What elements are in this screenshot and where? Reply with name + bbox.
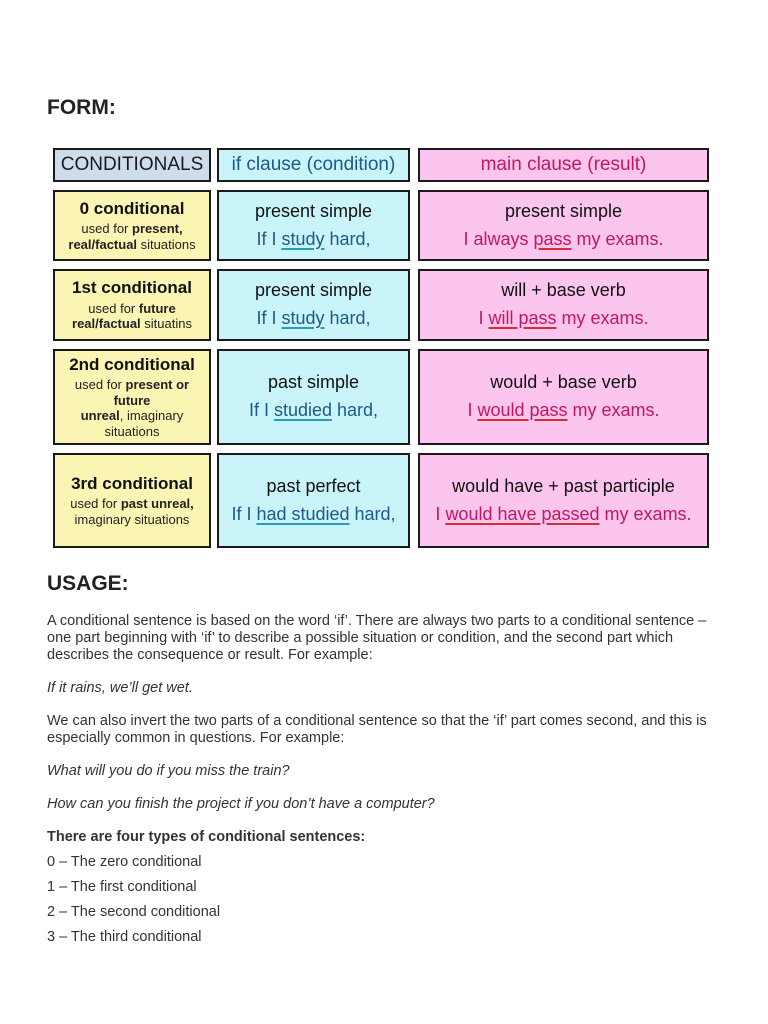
main-clause-form: will + base verb	[501, 280, 626, 301]
if-clause-example: If I study hard,	[256, 228, 371, 249]
type-item-third: 3 – The third conditional	[47, 929, 202, 945]
conditional-description-line: imaginary situations	[74, 511, 190, 527]
conditional-description-line: situations	[104, 423, 160, 439]
main-clause-example: I would pass my exams.	[467, 400, 660, 420]
if-clause-example: If I study hard,	[256, 308, 371, 328]
header-main-clause-label: main clause (result)	[480, 153, 647, 175]
form-heading: FORM:	[47, 96, 116, 119]
example-sentence-rain: If it rains, we’ll get wet.	[47, 680, 193, 696]
main-clause-example: I would have passed my exams.	[435, 503, 692, 524]
header-if-clause	[217, 148, 410, 182]
row-second-conditional-main-clause	[418, 349, 709, 445]
conditional-description-line: used for present,	[81, 221, 183, 237]
row-zero-conditional-type	[53, 190, 211, 261]
row-third-conditional-main-clause	[418, 453, 709, 548]
conditional-description-line: unreal, imaginary	[80, 408, 184, 424]
usage-paragraph-invert: We can also invert the two parts of a conditional sentence so that the ‘if’ part comes second, and this is especially common in questions. For example:	[47, 713, 707, 746]
row-second-conditional-if-clause	[217, 349, 410, 445]
row-third-conditional-type	[53, 453, 211, 548]
row-second-conditional-type	[53, 349, 211, 445]
if-clause-form: present simple	[254, 200, 373, 221]
conditional-title: 2nd conditional	[69, 354, 195, 374]
conditional-title: 0 conditional	[79, 198, 185, 218]
row-third-conditional-if-clause	[217, 453, 410, 548]
usage-paragraph-intro: A conditional sentence is based on the word ‘if’. There are always two parts to a conditional sentence – one part beginning with ‘if’ to describe a possible situation or condition, and the second part which describes the consequence or result. For example:	[47, 613, 707, 663]
row-zero-conditional-main-clause	[418, 190, 709, 261]
conditionals-table	[47, 140, 717, 553]
main-clause-example: I will pass my exams.	[478, 308, 649, 328]
header-if-clause-label: if clause (condition)	[231, 153, 396, 175]
header-main-clause	[418, 148, 709, 182]
types-heading: There are four types of conditional sentences:	[47, 829, 366, 845]
header-conditionals-label: CONDITIONALS	[60, 153, 204, 175]
conditional-description-line: used for future	[88, 300, 176, 316]
header-conditionals	[53, 148, 211, 182]
conditional-description-line: real/factual situatins	[72, 316, 192, 332]
usage-heading: USAGE:	[47, 572, 129, 595]
row-first-conditional-if-clause	[217, 269, 410, 341]
row-first-conditional-main-clause	[418, 269, 709, 341]
conditional-description-line: real/factual situations	[68, 236, 196, 252]
example-sentence-project: How can you finish the project if you don’t have a computer?	[47, 796, 435, 812]
conditional-description-line: used for present or future	[74, 377, 190, 408]
if-clause-form: present simple	[254, 280, 373, 301]
usage-section	[47, 613, 727, 946]
type-item-first: 1 – The first conditional	[47, 879, 197, 895]
conditional-title: 3rd conditional	[71, 473, 193, 493]
type-item-second: 2 – The second conditional	[47, 904, 221, 920]
if-clause-example: If I studied hard,	[248, 400, 379, 420]
if-clause-form: past perfect	[266, 475, 361, 496]
row-first-conditional-type	[53, 269, 211, 341]
if-clause-form: past simple	[267, 372, 360, 393]
main-clause-example: I always pass my exams.	[463, 228, 664, 249]
main-clause-form: would + base verb	[490, 372, 637, 393]
if-clause-example: If I had studied hard,	[231, 503, 396, 524]
row-zero-conditional-if-clause	[217, 190, 410, 261]
type-item-zero: 0 – The zero conditional	[47, 854, 202, 870]
conditional-title: 1st conditional	[72, 278, 192, 298]
main-clause-form: would have + past participle	[452, 475, 675, 496]
conditional-description-line: used for past unreal,	[70, 496, 194, 512]
main-clause-form: present simple	[504, 200, 623, 221]
example-sentence-train: What will you do if you miss the train?	[47, 763, 290, 779]
